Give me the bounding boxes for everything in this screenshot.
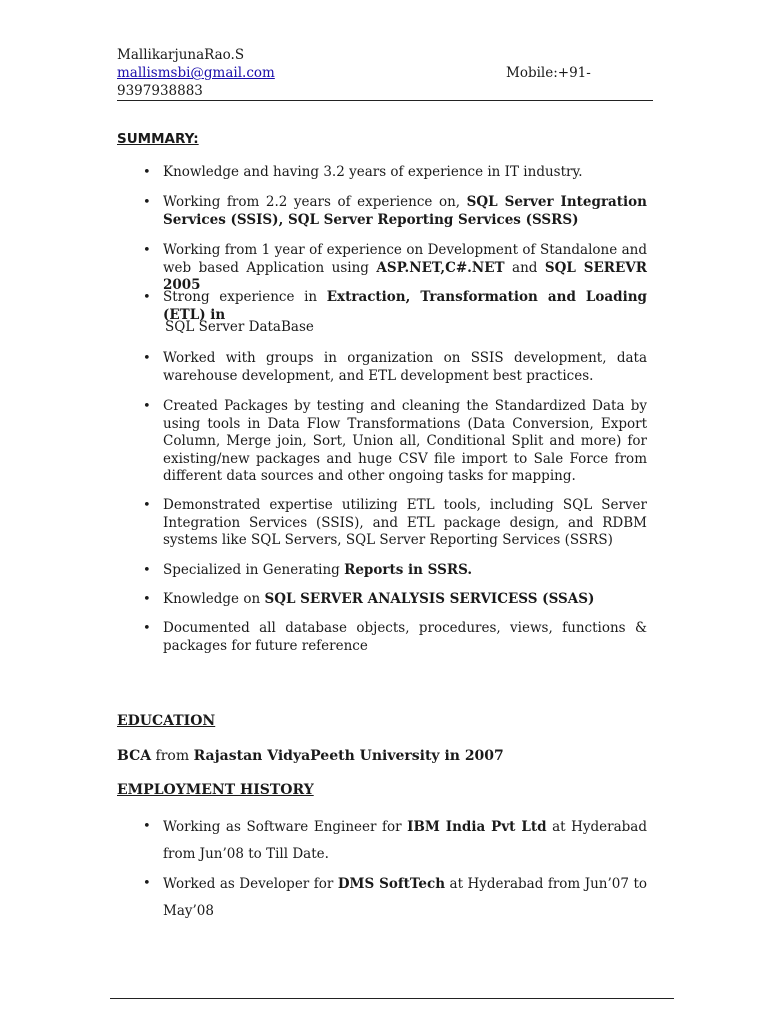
bullet-icon: • <box>143 290 151 305</box>
employment-item: • Worked as Developer for DMS SoftTech at Hyderabad from Jun’07 to May’08 <box>163 871 647 924</box>
education-entry: BCA from Rajastan VidyaPeeth University in 2007 <box>117 748 504 764</box>
summary-item: • Created Packages by testing and cleaning the Standardized Data by using tools in Data Flow Transformations (Data Conversion, Export Column, Merge join, Sort, Union all, Conditional Split and more) for existing/new packages and huge CSV file import to Sale Force from different data sources and other ongoing tasks for mapping. <box>143 398 647 484</box>
header-divider <box>117 100 653 101</box>
bullet-icon: • <box>143 165 151 180</box>
summary-item: • Knowledge on SQL SERVER ANALYSIS SERVICESS (SSAS) <box>143 591 595 607</box>
bullet-icon: • <box>143 876 151 891</box>
summary-item: • Specialized in Generating Reports in SSRS. <box>143 562 473 578</box>
bullet-icon: • <box>143 819 151 834</box>
footer-divider <box>110 998 674 999</box>
education-heading: EDUCATION <box>117 713 216 729</box>
bullet-icon: • <box>143 195 151 210</box>
candidate-name: MallikarjunaRao.S <box>117 47 245 63</box>
bullet-icon: • <box>143 621 151 636</box>
mobile-number: 9397938883 <box>117 83 203 99</box>
summary-item: • Knowledge and having 3.2 years of experience in IT industry. <box>143 164 583 180</box>
employment-heading: EMPLOYMENT HISTORY <box>117 782 314 798</box>
summary-item: • Demonstrated expertise utilizing ETL tools, including SQL Server Integration Services (SSIS), and ETL package design, and RDBM systems like SQL Servers, SQL Server Reporting Services (SSRS) <box>143 497 647 548</box>
summary-item: • Working from 2.2 years of experience on, SQL Server Integration Services (SSIS), SQL Server Reporting Services (SSRS) <box>143 194 647 228</box>
bullet-icon: • <box>143 351 151 366</box>
bullet-icon: • <box>143 498 151 513</box>
summary-item: • Worked with groups in organization on SSIS development, data warehouse development, and ETL development best practices. <box>143 350 647 384</box>
bullet-icon: • <box>143 563 151 578</box>
employment-item: • Working as Software Engineer for IBM India Pvt Ltd at Hyderabad from Jun’08 to Till Date. <box>163 814 647 867</box>
institution: Rajastan VidyaPeeth University in 2007 <box>193 748 504 764</box>
bullet-icon: • <box>143 243 151 258</box>
summary-heading: SUMMARY: <box>117 131 199 147</box>
summary-item: • Strong experience in Extraction, Transformation and Loading (ETL) in <box>143 289 647 323</box>
degree: BCA <box>117 748 152 764</box>
summary-item: • Working from 1 year of experience on Development of Standalone and web based Application using ASP.NET,C#.NET and SQL SEREVR 2005 <box>143 242 647 293</box>
bullet-icon: • <box>143 399 151 414</box>
bullet-icon: • <box>143 592 151 607</box>
summary-item: • Documented all database objects, procedures, views, functions & packages for future reference <box>143 620 647 654</box>
email-link[interactable]: mallismsbi@gmail.com <box>117 65 275 81</box>
summary-item-continuation: SQL Server DataBase <box>165 319 314 335</box>
mobile-label: Mobile:+91- <box>506 65 591 81</box>
